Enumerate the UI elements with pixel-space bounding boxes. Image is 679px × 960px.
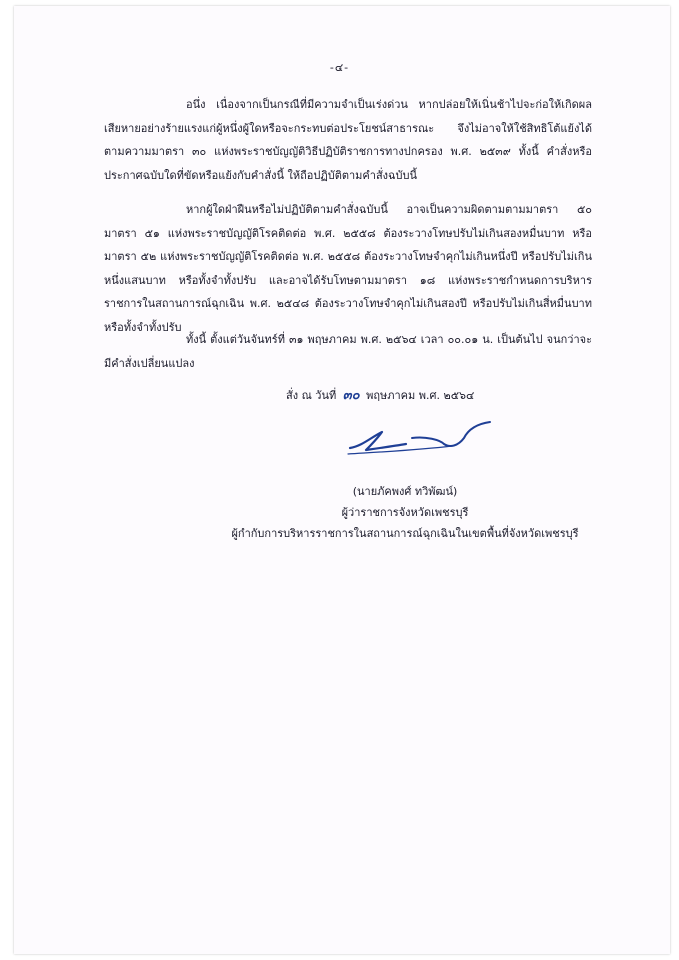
- handwritten-signature-icon: [340, 416, 500, 466]
- signatory-name: (นายภัคพงศ์ ทวิพัฒน์): [352, 485, 458, 498]
- page-number: -๔-: [329, 61, 350, 74]
- paragraph-effective-date: [104, 328, 592, 375]
- signatory-role: ผู้กำกับการบริหารราชการในสถานการณ์ฉุกเฉินในเขตพื้นที่จังหวัดเพชรบุรี: [231, 527, 579, 540]
- order-date-line: [286, 386, 474, 406]
- paragraph-penalties: [104, 198, 592, 339]
- date-prefix: สั่ง ณ วันที่: [286, 389, 337, 402]
- paragraph-urgency: [104, 93, 592, 187]
- handwritten-day: ๓๐: [342, 388, 360, 403]
- signatory-title: ผู้ว่าราชการจังหวัดเพชรบุรี: [341, 506, 469, 519]
- date-suffix: พฤษภาคม พ.ศ. ๒๕๖๔: [366, 389, 475, 402]
- paragraph-text: ทั้งนี้ ตั้งแต่วันจันทร์ที่ ๓๑ พฤษภาคม พ.ศ. ๒๕๖๔ เวลา ๐๐.๐๑ น. เป็นต้นไป จนกว่าจะมีคำสั่งเปลี่ยนแปลง: [104, 333, 592, 370]
- paragraph-text: หากผู้ใดฝ่าฝืนหรือไม่ปฏิบัติตามคำสั่งฉบับนี้ อาจเป็นความผิดตามตามมาตรา ๕๐ มาตรา ๕๑ แห่งพระราชบัญญัติโรคติดต่อ พ.ศ. ๒๕๕๘ ต้องระวางโทษปรับไม่เกินสองหมื่นบาท หรือมาตรา ๕๒ แห่งพระราชบัญญัติโรคติดต่อ พ.ศ. ๒๕๕๘ ต้องระวางโทษจำคุกไม่เกินหนึ่งปี หรือปรับไม่เกินหนึ่งแสนบาท หรือทั้งจำทั้งปรับ และอาจได้รับโทษตามมาตรา ๑๘ แห่งพระราชกำหนดการบริหารราชการในสถานการณ์ฉุกเฉิน พ.ศ. ๒๕๔๘ ต้องระวางโทษจำคุกไม่เกินสองปี หรือปรับไม่เกินสี่หมื่นบาท หรือทั้งจำทั้งปรับ: [104, 203, 592, 334]
- paragraph-text: อนึ่ง เนื่องจากเป็นกรณีที่มีความจำเป็นเร่งด่วน หากปล่อยให้เนิ่นช้าไปจะก่อให้เกิดผลเสียหายอย่างร้ายแรงแก่ผู้หนึ่งผู้ใดหรือจะกระทบต่อประโยชน์สาธารณะ จึงไม่อาจให้ใช้สิทธิโต้แย้งได้ตามความมาตรา ๓๐ แห่งพระราชบัญญัติวิธีปฏิบัติราชการทางปกครอง พ.ศ. ๒๕๓๙ ทั้งนี้ คำสั่งหรือประกาศฉบับใดที่ขัดหรือแย้งกับคำสั่งนี้ ให้ถือปฏิบัติตามคำสั่งฉบับนี้: [104, 98, 592, 182]
